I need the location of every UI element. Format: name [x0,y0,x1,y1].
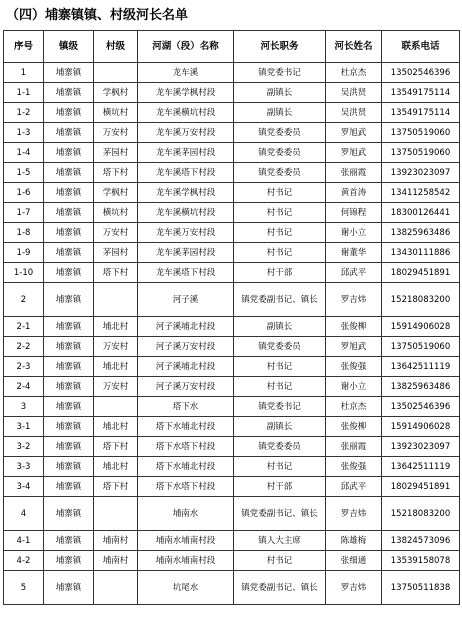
table-cell: 4-1 [4,531,44,551]
table-cell: 1-10 [4,263,44,283]
table-row [4,143,460,163]
table-cell: 塔下村 [94,163,138,183]
table-cell: 1-7 [4,203,44,223]
table-cell: 村书记 [234,243,326,263]
table-row [4,457,460,477]
table-row [4,531,460,551]
table-cell: 埔南水埔南村段 [138,551,234,571]
table-cell: 埔北村 [94,357,138,377]
table-cell: 镇党委委员 [234,337,326,357]
table-cell: 2-1 [4,317,44,337]
table-row [4,397,460,417]
table-cell: 13824573096 [382,531,460,551]
table-row [4,357,460,377]
table-cell: 埔寨镇 [44,63,94,83]
table-cell: 埔寨镇 [44,103,94,123]
table-cell: 18029451891 [382,263,460,283]
table-cell: 镇人大主席 [234,531,326,551]
table-cell [94,283,138,317]
table-row [4,377,460,397]
table-cell: 1-4 [4,143,44,163]
table-cell: 龙车溪横坑村段 [138,203,234,223]
table-cell: 罗旭武 [326,337,382,357]
table-cell: 龙车溪横坑村段 [138,103,234,123]
table-cell: 村干部 [234,263,326,283]
table-cell: 18300126441 [382,203,460,223]
table-cell: 15914906028 [382,317,460,337]
table-cell: 邱武平 [326,477,382,497]
table-cell: 万安村 [94,377,138,397]
table-row [4,417,460,437]
header-cell: 联系电话 [382,31,460,63]
table-cell: 13750511838 [382,571,460,605]
table-cell: 1-5 [4,163,44,183]
table-cell: 15218083200 [382,497,460,531]
table-cell: 罗吉炜 [326,497,382,531]
table-cell: 13750519060 [382,337,460,357]
table-cell: 埔寨镇 [44,457,94,477]
table-cell: 埔寨镇 [44,263,94,283]
table-cell: 13549175114 [382,83,460,103]
table-cell: 埔寨镇 [44,317,94,337]
table-cell: 13539158078 [382,551,460,571]
table-cell: 2-2 [4,337,44,357]
river-chief-table [3,30,460,605]
table-cell: 13502546396 [382,63,460,83]
table-cell: 龙车溪学枫村段 [138,83,234,103]
table-cell: 1-9 [4,243,44,263]
table-cell: 茅园村 [94,243,138,263]
table-cell: 河子溪埔北村段 [138,357,234,377]
table-cell: 5 [4,571,44,605]
table-row [4,243,460,263]
table-cell: 4 [4,497,44,531]
header-cell: 河湖（段）名称 [138,31,234,63]
table-cell: 塔下村 [94,263,138,283]
table-cell: 龙车溪学枫村段 [138,183,234,203]
table-cell: 13750519060 [382,123,460,143]
table-cell: 村书记 [234,223,326,243]
table-cell: 埔寨镇 [44,397,94,417]
table-cell: 吴洪贤 [326,83,382,103]
table-cell: 1 [4,63,44,83]
table-cell: 坑尾水 [138,571,234,605]
table-cell: 学枫村 [94,183,138,203]
table-cell: 埔南村 [94,531,138,551]
table-cell: 谢小立 [326,223,382,243]
table-cell: 13549175114 [382,103,460,123]
table-cell: 埔寨镇 [44,497,94,531]
table-cell: 2-4 [4,377,44,397]
table-cell: 镇党委书记 [234,63,326,83]
table-cell: 塔下水埔北村段 [138,417,234,437]
table-cell: 13430111886 [382,243,460,263]
table-row [4,283,460,317]
table-cell: 3-1 [4,417,44,437]
table-cell: 13825963486 [382,223,460,243]
table-cell: 谢董华 [326,243,382,263]
table-cell: 4-2 [4,551,44,571]
table-row [4,123,460,143]
header-cell: 村级 [94,31,138,63]
table-cell: 塔下村 [94,437,138,457]
table-cell: 龙车溪 [138,63,234,83]
table-cell: 何锦程 [326,203,382,223]
table-cell: 13825963486 [382,377,460,397]
table-cell: 罗吉炜 [326,571,382,605]
table-cell: 埔南水埔南村段 [138,531,234,551]
table-cell: 埔寨镇 [44,531,94,551]
table-cell: 横坑村 [94,103,138,123]
table-cell: 埔北村 [94,417,138,437]
table-row [4,263,460,283]
table-cell: 埔南水 [138,497,234,531]
table-cell: 1-6 [4,183,44,203]
table-cell: 镇党委委员 [234,163,326,183]
header-cell: 序号 [4,31,44,63]
table-cell: 张丽霞 [326,163,382,183]
table-cell: 万安村 [94,337,138,357]
table-row [4,571,460,605]
table-cell: 龙车溪塔下村段 [138,263,234,283]
table-cell: 张细通 [326,551,382,571]
table-cell: 镇党委委员 [234,437,326,457]
table-cell: 13642511119 [382,357,460,377]
table-cell: 副镇长 [234,317,326,337]
table-cell: 1-2 [4,103,44,123]
table-cell: 13642511119 [382,457,460,477]
table-cell: 1-3 [4,123,44,143]
table-cell: 龙车溪万安村段 [138,123,234,143]
table-cell: 茅园村 [94,143,138,163]
table-cell: 河子溪埔北村段 [138,317,234,337]
table-cell: 镇党委副书记、镇长 [234,497,326,531]
table-cell: 龙车溪茅园村段 [138,143,234,163]
table-cell: 埔寨镇 [44,337,94,357]
table-cell: 13502546396 [382,397,460,417]
table-cell: 埔南村 [94,551,138,571]
table-cell [94,63,138,83]
table-cell: 张俊强 [326,457,382,477]
table-cell: 副镇长 [234,83,326,103]
table-cell: 村书记 [234,183,326,203]
header-cell: 镇级 [44,31,94,63]
table-cell: 埔寨镇 [44,357,94,377]
table-cell: 3-2 [4,437,44,457]
table-cell: 万安村 [94,223,138,243]
table-row [4,223,460,243]
table-cell: 埔寨镇 [44,183,94,203]
page-title: （四）埔寨镇镇、村级河长名单 [6,8,189,23]
table-cell: 15914906028 [382,417,460,437]
table-cell: 埔寨镇 [44,83,94,103]
table-cell: 2 [4,283,44,317]
table-cell: 杜京杰 [326,63,382,83]
table-cell: 埔寨镇 [44,437,94,457]
table-cell: 张丽霞 [326,437,382,457]
table-cell: 15218083200 [382,283,460,317]
table-row [4,437,460,457]
table-cell: 1-1 [4,83,44,103]
table-row [4,63,460,83]
table-cell: 村书记 [234,377,326,397]
table-row [4,103,460,123]
table-row [4,83,460,103]
table-row [4,183,460,203]
table-cell: 邱武平 [326,263,382,283]
table-cell: 张俊柳 [326,417,382,437]
table-cell: 村书记 [234,551,326,571]
table-cell: 塔下水塔下村段 [138,477,234,497]
table-cell: 3-4 [4,477,44,497]
table-cell: 塔下村 [94,477,138,497]
table-header-row [4,31,460,63]
table-cell: 13923023097 [382,163,460,183]
table-row [4,551,460,571]
table-cell: 镇党委书记 [234,397,326,417]
table-cell: 村书记 [234,457,326,477]
table-cell: 陈雄梅 [326,531,382,551]
table-cell: 谢小立 [326,377,382,397]
table-cell: 埔寨镇 [44,551,94,571]
table-cell: 镇党委委员 [234,123,326,143]
table-cell: 埔寨镇 [44,223,94,243]
table-cell: 2-3 [4,357,44,377]
table-cell: 学枫村 [94,83,138,103]
table-cell: 万安村 [94,123,138,143]
table-row [4,163,460,183]
table-cell: 横坑村 [94,203,138,223]
table-cell: 埔北村 [94,457,138,477]
table-cell: 埔寨镇 [44,283,94,317]
table-cell: 18029451891 [382,477,460,497]
table-cell: 副镇长 [234,103,326,123]
table-cell [94,571,138,605]
table-cell [94,497,138,531]
header-cell: 河长姓名 [326,31,382,63]
table-cell: 龙车溪茅园村段 [138,243,234,263]
table-cell: 13411258542 [382,183,460,203]
table-row [4,337,460,357]
table-cell: 杜京杰 [326,397,382,417]
table-row [4,477,460,497]
table-cell: 埔寨镇 [44,243,94,263]
table-cell: 吴洪贤 [326,103,382,123]
table-cell [94,397,138,417]
table-cell: 村干部 [234,477,326,497]
table-cell: 塔下水埔北村段 [138,457,234,477]
table-cell: 龙车溪塔下村段 [138,163,234,183]
table-cell: 河子溪万安村段 [138,377,234,397]
table-cell: 罗吉炜 [326,283,382,317]
table-cell: 埔寨镇 [44,477,94,497]
table-cell: 龙车溪万安村段 [138,223,234,243]
table-cell: 镇党委副书记、镇长 [234,283,326,317]
table-cell: 塔下水塔下村段 [138,437,234,457]
table-row [4,317,460,337]
table-cell: 埔寨镇 [44,143,94,163]
table-cell: 埔北村 [94,317,138,337]
table-cell: 埔寨镇 [44,571,94,605]
table-cell: 张俊柳 [326,317,382,337]
table-cell: 河子溪万安村段 [138,337,234,357]
table-cell: 埔寨镇 [44,163,94,183]
table-cell: 1-8 [4,223,44,243]
table-cell: 张俊强 [326,357,382,377]
table-cell: 罗旭武 [326,123,382,143]
table-cell: 村书记 [234,357,326,377]
table-cell: 塔下水 [138,397,234,417]
table-cell: 埔寨镇 [44,123,94,143]
table-cell: 13923023097 [382,437,460,457]
table-cell: 河子溪 [138,283,234,317]
table-cell: 3 [4,397,44,417]
table-cell: 黄首涛 [326,183,382,203]
table-row [4,203,460,223]
table-cell: 村书记 [234,203,326,223]
table-row [4,497,460,531]
table-cell: 埔寨镇 [44,417,94,437]
table-cell: 13750519060 [382,143,460,163]
table-cell: 3-3 [4,457,44,477]
table-cell: 镇党委副书记、镇长 [234,571,326,605]
table-cell: 镇党委委员 [234,143,326,163]
header-cell: 河长职务 [234,31,326,63]
table-cell: 罗旭武 [326,143,382,163]
table-cell: 埔寨镇 [44,377,94,397]
table-cell: 埔寨镇 [44,203,94,223]
table-cell: 副镇长 [234,417,326,437]
